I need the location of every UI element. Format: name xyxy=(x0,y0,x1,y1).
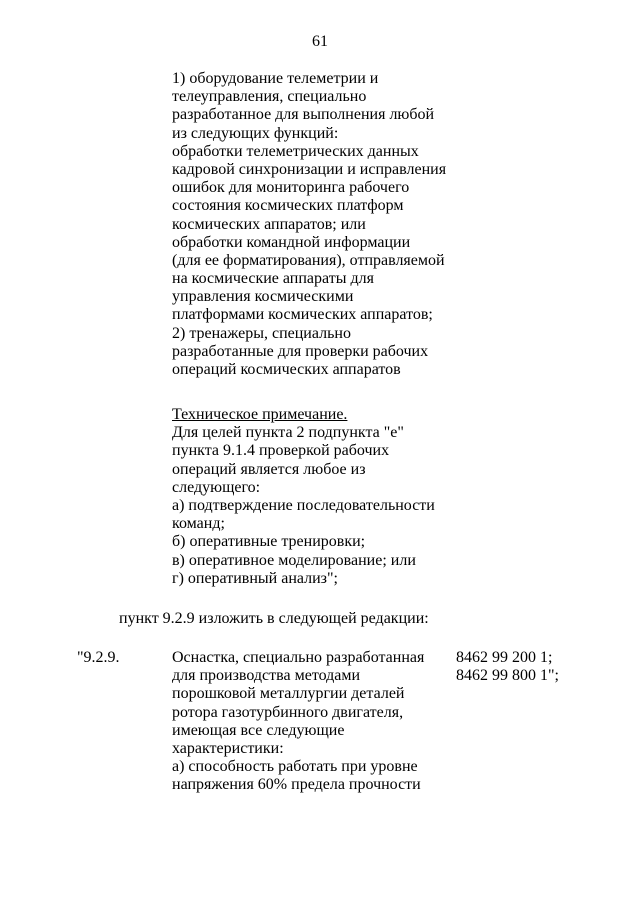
clause-number: "9.2.9. xyxy=(77,649,120,666)
text-line: характеристики: xyxy=(172,739,284,757)
text-line: разработанное для выполнения любой xyxy=(172,106,435,124)
customs-codes xyxy=(456,649,596,685)
clause-text xyxy=(172,649,442,795)
technical-note xyxy=(172,406,472,588)
text-line: для производства методами xyxy=(172,667,361,685)
text-line: состояния космических платформ xyxy=(172,197,404,215)
text-line: команд; xyxy=(172,515,225,533)
text-line: имеющая все следующие xyxy=(172,721,345,739)
text-line: в) оперативное моделирование; или xyxy=(172,551,416,569)
customs-code: 8462 99 800 1"; xyxy=(456,667,559,685)
text-line: пункта 9.1.4 проверкой рабочих xyxy=(172,442,390,460)
customs-code: 8462 99 200 1; xyxy=(456,649,553,666)
text-line: разработанные для проверки рабочих xyxy=(172,342,429,360)
text-line: обработки командной информации xyxy=(172,233,411,251)
text-line: следующего: xyxy=(172,478,261,496)
text-line: ротора газотурбинного двигателя, xyxy=(172,703,404,721)
text-line: космических аппаратов; или xyxy=(172,215,366,233)
text-line: на космические аппараты для xyxy=(172,270,374,288)
text-line: телеуправления, специально xyxy=(172,88,367,106)
text-line: из следующих функций: xyxy=(172,124,339,142)
text-line: операций является любое из xyxy=(172,460,366,478)
text-line: а) подтверждение последовательности xyxy=(172,496,435,514)
text-line: Для целей пункта 2 подпункта "е" xyxy=(172,424,404,442)
text-line: ошибок для мониторинга рабочего xyxy=(172,179,410,197)
text-line: г) оперативный анализ"; xyxy=(172,569,338,587)
text-line: 1) оборудование телеметрии и xyxy=(172,70,379,87)
text-line: Оснастка, специально разработанная xyxy=(172,649,425,666)
text-line: б) оперативные тренировки; xyxy=(172,533,366,551)
text-line: управления космическими xyxy=(172,288,354,306)
text-line: 2) тренажеры, специально xyxy=(172,324,351,342)
amendment-instruction: пункт 9.2.9 изложить в следующей редакции: xyxy=(119,610,429,627)
text-line: напряжения 60% предела прочности xyxy=(172,776,421,794)
text-line: кадровой синхронизации и исправления xyxy=(172,160,447,178)
equipment-list xyxy=(172,70,472,379)
text-line: порошковой металлургии деталей xyxy=(172,685,405,703)
text-line: обработки телеметрических данных xyxy=(172,142,419,160)
text-line: операций космических аппаратов xyxy=(172,361,401,378)
text-line: (для ее форматирования), отправляемой xyxy=(172,251,445,269)
text-line: платформами космических аппаратов; xyxy=(172,306,433,324)
page-number: 61 xyxy=(312,33,328,50)
technical-note-heading: Техническое примечание. xyxy=(172,406,348,423)
text-line: а) способность работать при уровне xyxy=(172,758,418,776)
